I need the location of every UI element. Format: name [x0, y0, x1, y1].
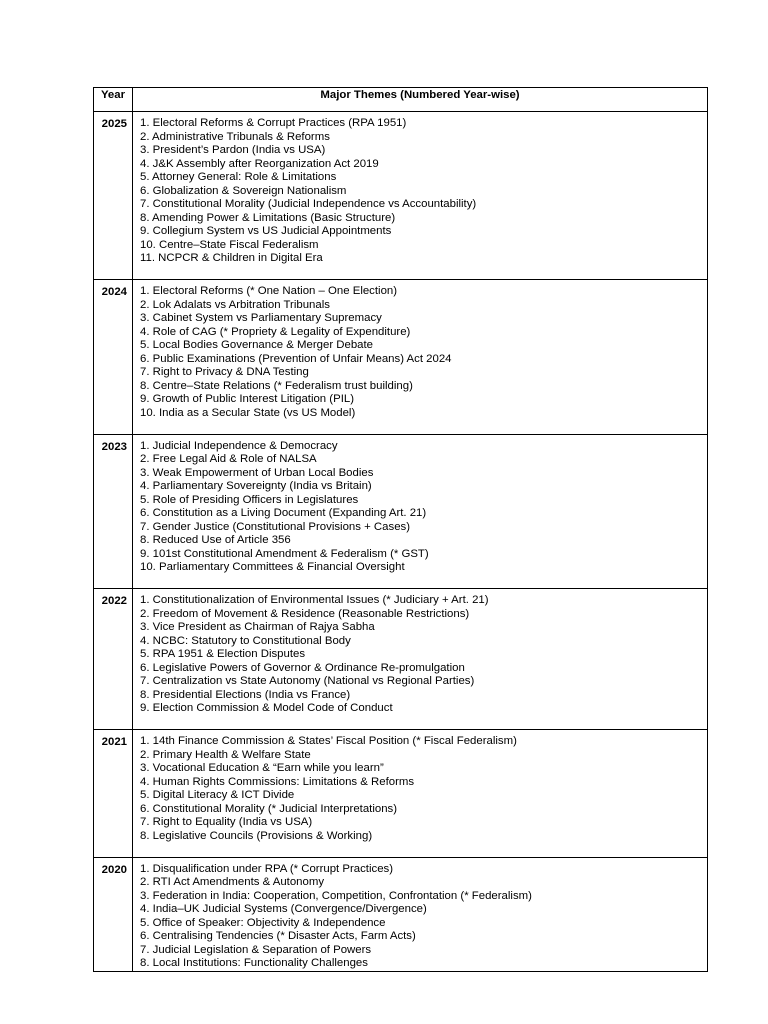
theme-item: 6. Centralising Tendencies (* Disaster Acts, Farm Acts): [140, 930, 416, 942]
theme-item: 1. Disqualification under RPA (* Corrupt Practices): [140, 862, 394, 875]
theme-item: 7. Centralization vs State Autonomy (National vs Regional Parties): [140, 675, 475, 687]
theme-item: 9. Election Commission & Model Code of Conduct: [140, 702, 393, 714]
theme-item: 3. Vice President as Chairman of Rajya Sabha: [140, 621, 375, 633]
year-cell: 2020: [94, 857, 133, 971]
theme-item: 7. Constitutional Morality (Judicial Independence vs Accountability): [140, 198, 477, 210]
theme-item: 8. Local Institutions: Functionality Challenges: [140, 957, 368, 969]
theme-item: 4. Parliamentary Sovereignty (India vs Britain): [140, 480, 372, 492]
theme-item: 7. Gender Justice (Constitutional Provisions + Cases): [140, 520, 411, 533]
themes-cell: [133, 589, 708, 730]
theme-list: [140, 440, 707, 575]
theme-item: 8. Centre–State Relations (* Federalism trust building): [140, 379, 413, 392]
theme-item: 6. Globalization & Sovereign Nationalism: [140, 184, 347, 197]
theme-item: 1. Constitutionalization of Environmental Issues (* Judiciary + Art. 21): [140, 594, 489, 606]
theme-item: 1. Electoral Reforms & Corrupt Practices (RPA 1951): [140, 117, 407, 129]
table-row: [94, 112, 708, 280]
theme-item: 6. Constitutional Morality (* Judicial Interpretations): [140, 802, 398, 815]
theme-item: 8. Reduced Use of Article 356: [140, 534, 291, 546]
theme-item: 1. 14th Finance Commission & States’ Fiscal Position (* Fiscal Federalism): [140, 735, 517, 747]
table-row: [94, 730, 708, 858]
themes-cell: [133, 857, 708, 971]
theme-item: 3. Cabinet System vs Parliamentary Supremacy: [140, 312, 382, 324]
theme-item: 5. Office of Speaker: Objectivity & Independence: [140, 916, 386, 929]
themes-cell: [133, 434, 708, 589]
theme-item: 1. Judicial Independence & Democracy: [140, 439, 338, 452]
theme-item: 4. India–UK Judicial Systems (Convergence/Divergence): [140, 903, 427, 915]
theme-item: 8. Presidential Elections (India vs France): [140, 688, 351, 701]
table-body: [94, 112, 708, 972]
theme-item: 2. Lok Adalats vs Arbitration Tribunals: [140, 298, 330, 311]
year-cell: 2021: [94, 730, 133, 858]
theme-item: 8. Amending Power & Limitations (Basic Structure): [140, 211, 396, 224]
theme-list: [140, 735, 707, 843]
table-row: [94, 589, 708, 730]
theme-item: 2. Freedom of Movement & Residence (Reasonable Restrictions): [140, 607, 470, 620]
theme-item: 5. Attorney General: Role & Limitations: [140, 171, 337, 183]
theme-item: 3. Weak Empowerment of Urban Local Bodies: [140, 466, 374, 479]
theme-item: 10. Parliamentary Committees & Financial Oversight: [140, 561, 405, 573]
theme-item: 6. Legislative Powers of Governor & Ordinance Re-promulgation: [140, 661, 465, 674]
theme-item: 9. Collegium System vs US Judicial Appointments: [140, 225, 392, 237]
year-cell: 2023: [94, 434, 133, 589]
year-cell: 2024: [94, 280, 133, 435]
theme-item: 5. Role of Presiding Officers in Legislatures: [140, 493, 359, 506]
theme-item: 6. Public Examinations (Prevention of Unfair Means) Act 2024: [140, 352, 452, 365]
theme-item: 3. Vocational Education & “Earn while you learn”: [140, 762, 384, 774]
theme-item: 3. Federation in India: Cooperation, Competition, Confrontation (* Federalism): [140, 889, 532, 902]
themes-cell: [133, 112, 708, 280]
table-row: [94, 434, 708, 589]
themes-cell: [133, 730, 708, 858]
theme-item: 6. Constitution as a Living Document (Expanding Art. 21): [140, 507, 427, 519]
theme-item: 2. Administrative Tribunals & Reforms: [140, 130, 330, 143]
theme-list: [140, 117, 707, 266]
theme-item: 9. 101st Constitutional Amendment & Federalism (* GST): [140, 547, 429, 560]
table-row: [94, 280, 708, 435]
theme-item: 2. RTI Act Amendments & Autonomy: [140, 876, 325, 888]
theme-item: 5. Digital Literacy & ICT Divide: [140, 789, 295, 801]
themes-document: [93, 87, 707, 972]
themes-table: [93, 87, 708, 972]
theme-list: [140, 863, 707, 971]
theme-item: 10. Centre–State Fiscal Federalism: [140, 238, 319, 251]
theme-item: 7. Right to Privacy & DNA Testing: [140, 366, 309, 378]
theme-item: 7. Judicial Legislation & Separation of Powers: [140, 943, 372, 956]
year-column-header: Year: [94, 88, 133, 112]
year-cell: 2025: [94, 112, 133, 280]
theme-item: 7. Right to Equality (India vs USA): [140, 816, 313, 828]
theme-item: 8. Legislative Councils (Provisions & Working): [140, 829, 373, 842]
theme-list: [140, 594, 707, 716]
theme-item: 4. J&K Assembly after Reorganization Act 2019: [140, 157, 379, 170]
theme-item: 4. NCBC: Statutory to Constitutional Body: [140, 634, 351, 647]
theme-item: 5. Local Bodies Governance & Merger Debate: [140, 339, 374, 351]
theme-list: [140, 285, 707, 420]
theme-item: 2. Primary Health & Welfare State: [140, 748, 311, 761]
theme-item: 4. Role of CAG (* Propriety & Legality of Expenditure): [140, 325, 411, 338]
theme-item: 3. President’s Pardon (India vs USA): [140, 144, 326, 156]
theme-item: 9. Growth of Public Interest Litigation (PIL): [140, 393, 354, 405]
theme-item: 10. India as a Secular State (vs US Model): [140, 406, 356, 419]
year-cell: 2022: [94, 589, 133, 730]
theme-item: 4. Human Rights Commissions: Limitations & Reforms: [140, 775, 415, 788]
themes-cell: [133, 280, 708, 435]
table-header-row: [94, 88, 708, 112]
table-row: [94, 857, 708, 971]
theme-item: 2. Free Legal Aid & Role of NALSA: [140, 453, 317, 465]
theme-item: 5. RPA 1951 & Election Disputes: [140, 648, 306, 660]
themes-column-header: Major Themes (Numbered Year-wise): [133, 88, 708, 112]
theme-item: 11. NCPCR & Children in Digital Era: [140, 252, 323, 264]
theme-item: 1. Electoral Reforms (* One Nation – One Election): [140, 285, 398, 297]
